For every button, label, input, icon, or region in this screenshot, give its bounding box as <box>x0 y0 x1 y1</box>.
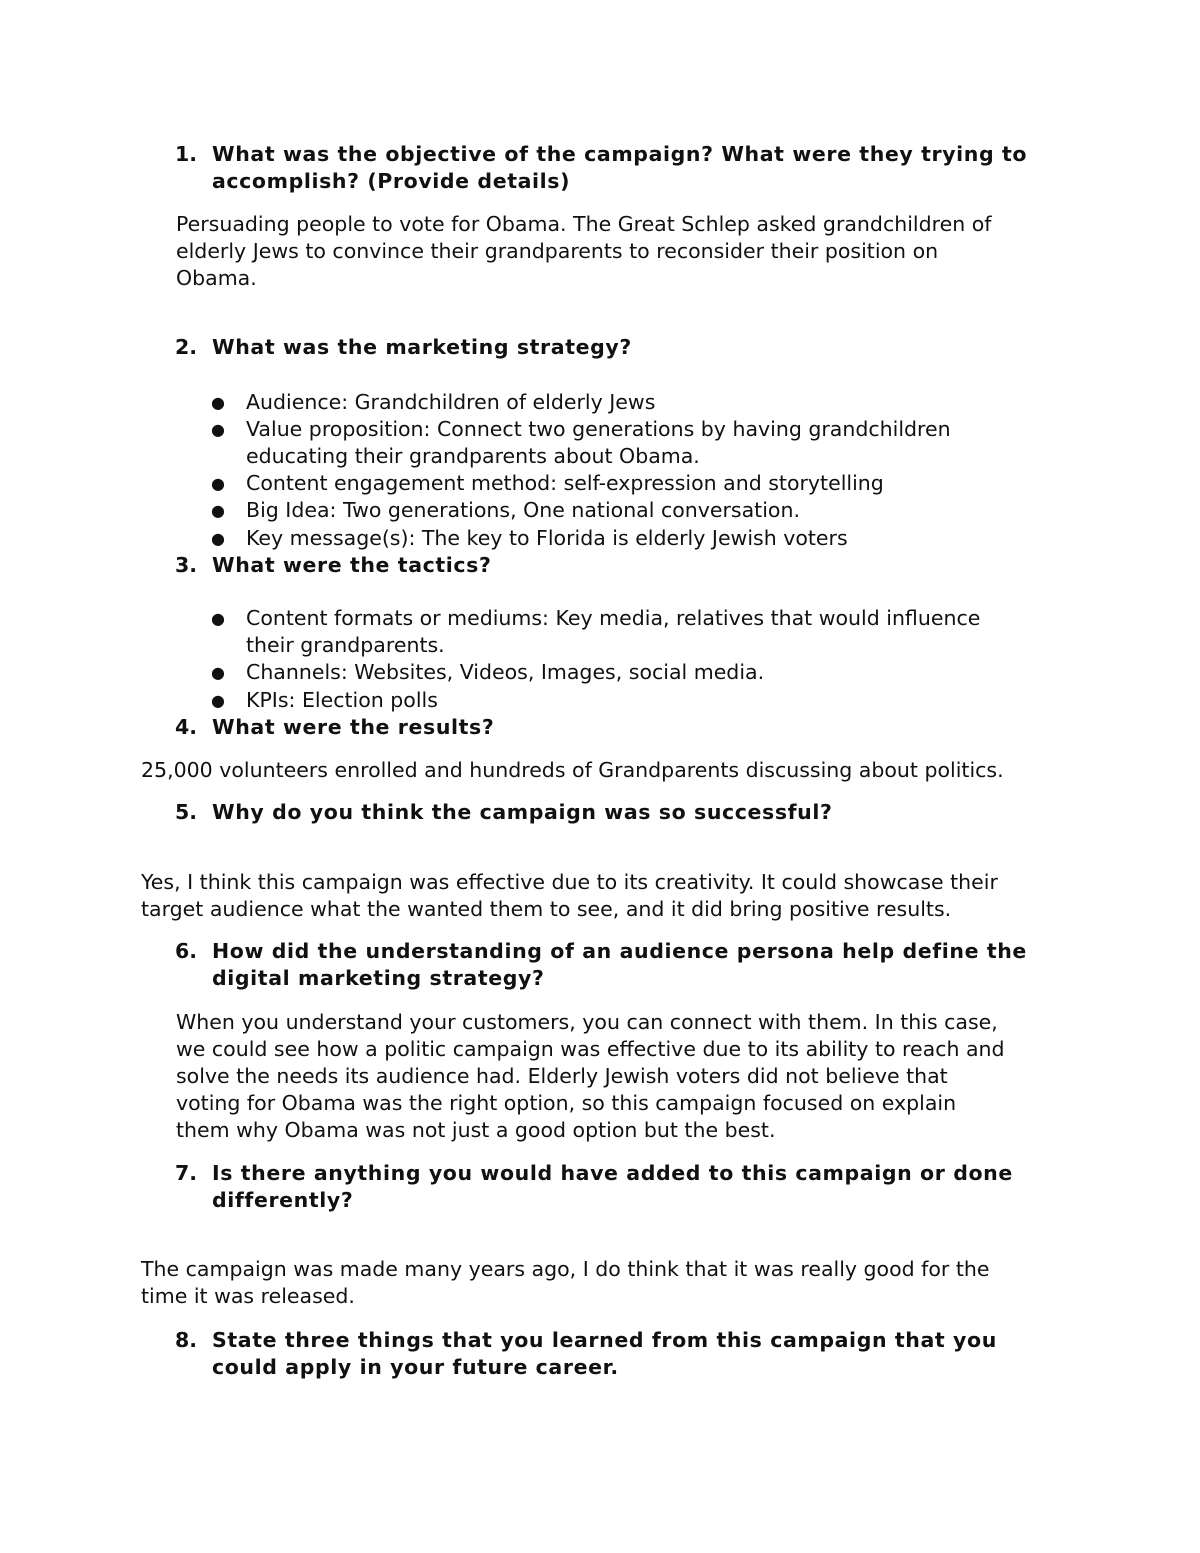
strategy-bullet-5: Key message(s): The key to Florida is elderly Jewish voters <box>246 526 848 550</box>
tactics-bullet-1-line-1: Content formats or mediums: Key media, relatives that would influence <box>246 606 981 630</box>
tactics-bullet-1-line-2: their grandparents. <box>246 633 445 657</box>
answer-6-line-3: solve the needs its audience had. Elderly Jewish voters did not believe that <box>176 1064 948 1088</box>
question-6-line-2: digital marketing strategy? <box>212 966 545 990</box>
strategy-bullet-2-line-2: educating their grandparents about Obama. <box>246 444 700 468</box>
question-4-line-1: What were the results? <box>212 715 495 739</box>
question-7-line-1: Is there anything you would have added to this campaign or done <box>212 1161 1013 1185</box>
strategy-bullet-1: Audience: Grandchildren of elderly Jews <box>246 390 656 414</box>
bullet-icon: ● <box>211 501 225 520</box>
strategy-bullet-4: Big Idea: Two generations, One national conversation. <box>246 498 800 522</box>
bullet-icon: ● <box>211 663 225 682</box>
answer-5-line-1: Yes, I think this campaign was effective due to its creativity. It could showcase their <box>141 870 998 894</box>
answer-6-line-1: When you understand your customers, you can connect with them. In this case, <box>176 1010 998 1034</box>
bullet-icon: ● <box>211 529 225 548</box>
answer-6-line-2: we could see how a politic campaign was effective due to its ability to reach and <box>176 1037 1005 1061</box>
answer-1-line-2: elderly Jews to convince their grandparents to reconsider their position on <box>176 239 939 263</box>
bullet-icon: ● <box>211 691 225 710</box>
answer-1-line-3: Obama. <box>176 266 257 290</box>
answer-1-line-1: Persuading people to vote for Obama. The Great Schlep asked grandchildren of <box>176 212 992 236</box>
question-7-number: 7. <box>175 1161 198 1185</box>
answer-7-line-2: time it was released. <box>141 1284 355 1308</box>
question-3-number: 3. <box>175 553 198 577</box>
answer-6-line-5: them why Obama was not just a good option but the best. <box>176 1118 776 1142</box>
question-2-line-1: What was the marketing strategy? <box>212 335 632 359</box>
bullet-icon: ● <box>211 609 225 628</box>
bullet-icon: ● <box>211 474 225 493</box>
question-8-number: 8. <box>175 1328 198 1352</box>
strategy-bullet-2-line-1: Value proposition: Connect two generations by having grandchildren <box>246 417 951 441</box>
question-8-line-1: State three things that you learned from this campaign that you <box>212 1328 997 1352</box>
answer-4-line-1: 25,000 volunteers enrolled and hundreds of Grandparents discussing about politics. <box>141 758 1004 782</box>
tactics-bullet-3: KPIs: Election polls <box>246 688 438 712</box>
question-2-number: 2. <box>175 335 198 359</box>
question-1-line-1: What was the objective of the campaign? What were they trying to <box>212 142 1028 166</box>
bullet-icon: ● <box>211 393 225 412</box>
answer-6-line-4: voting for Obama was the right option, so this campaign focused on explain <box>176 1091 957 1115</box>
tactics-bullet-2: Channels: Websites, Videos, Images, social media. <box>246 660 765 684</box>
question-6-number: 6. <box>175 939 198 963</box>
question-5-line-1: Why do you think the campaign was so successful? <box>212 800 833 824</box>
question-8-line-2: could apply in your future career. <box>212 1355 619 1379</box>
question-4-number: 4. <box>175 715 198 739</box>
question-5-number: 5. <box>175 800 198 824</box>
bullet-icon: ● <box>211 420 225 439</box>
question-3-line-1: What were the tactics? <box>212 553 492 577</box>
question-7-line-2: differently? <box>212 1188 354 1212</box>
strategy-bullet-3: Content engagement method: self-expression and storytelling <box>246 471 884 495</box>
question-1-line-2: accomplish? (Provide details) <box>212 169 571 193</box>
question-6-line-1: How did the understanding of an audience persona help define the <box>212 939 1027 963</box>
answer-7-line-1: The campaign was made many years ago, I do think that it was really good for the <box>141 1257 990 1281</box>
answer-5-line-2: target audience what the wanted them to see, and it did bring positive results. <box>141 897 952 921</box>
question-1-number: 1. <box>175 142 198 166</box>
